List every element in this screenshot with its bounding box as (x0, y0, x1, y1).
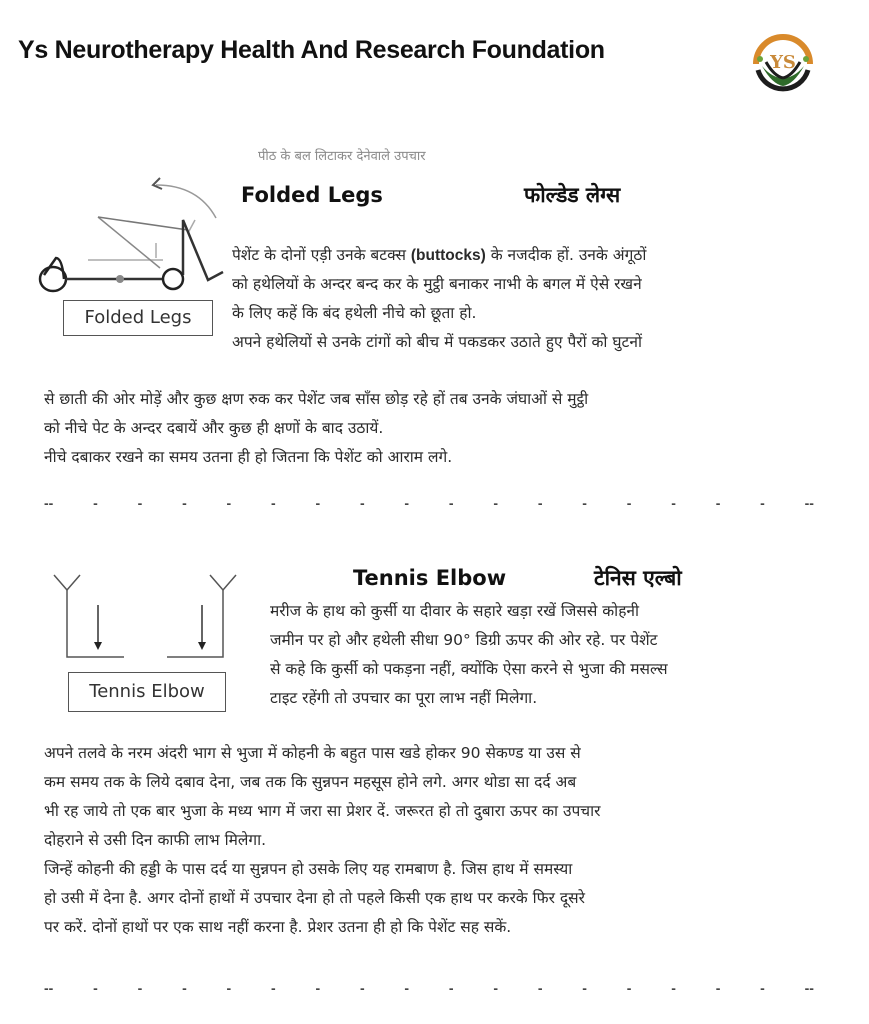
text-line: से छाती की ओर मोड़ें और कुछ क्षण रुक कर पेशेंट जब साँस छोड़ रहे हों तब उनके जंघाओं से मुट्ठी (44, 390, 589, 408)
section-separator: -- - - - - - - - - - - - - - - - - -- (44, 980, 814, 996)
category-subheading: पीठ के बल लिटाकर देनेवाले उपचार (258, 149, 426, 164)
figure-label-folded-legs: Folded Legs (63, 300, 213, 336)
text-line: कम समय तक के लिये दबाव देना, जब तक कि सुन्नपन महसूस होने लगे. अगर थोडा सा दर्द अब (44, 773, 577, 791)
tennis-elbow-paragraph-b (44, 739, 601, 942)
section-title-hi: फोल्डेड लेग्स (524, 183, 621, 207)
text-line: हो उसी में देना है. अगर दोनों हाथों में उपचार देना हो तो पहले किसी एक हाथ पर करके फिर दूसरे (44, 889, 585, 907)
figure-label-tennis-elbow: Tennis Elbow (68, 672, 226, 712)
text-line: जमीन पर हो और हथेली सीधा 90° डिग्री ऊपर की ओर रहे. पर पेशेंट (270, 631, 658, 649)
text-line: मरीज के हाथ को कुर्सी या दीवार के सहारे खड़ा रखें जिससे कोहनी (270, 602, 640, 620)
text-line: दोहराने से उसी दिन काफी लाभ मिलेगा. (44, 831, 267, 849)
tennis-elbow-diagram (52, 572, 252, 662)
section-separator: -- - - - - - - - - - - - - - - - - -- (44, 495, 814, 511)
text-line: अपने तलवे के नरम अंदरी भाग से भुजा में कोहनी के बहुत पास खडे होकर 90 सेकण्ड या उस से (44, 744, 581, 762)
folded-legs-paragraph-b (44, 357, 588, 472)
page-title: Ys Neurotherapy Health And Research Foundation (18, 36, 605, 64)
text-line: को हथेलियों के अन्दर बन्द कर के मुट्ठी बनाकर नाभी के बगल में ऐसे रखने (232, 275, 642, 293)
text-line: नीचे दबाकर रखने का समय उतना ही हो जितना कि पेशेंट को आराम लगे. (44, 448, 453, 466)
text-line: को नीचे पेट के अन्दर दबायें और कुछ ही क्षणों के बाद उठायें. (44, 419, 384, 437)
text-line: टाइट रहेंगी तो उपचार का पूरा लाभ नहीं मिलेगा. (270, 689, 538, 707)
folded-legs-diagram (38, 175, 228, 295)
text-line: पर करें. दोनों हाथों पर एक साथ नहीं करना है. प्रेशर उतना ही हो कि पेशेंट सह सकें. (44, 918, 512, 936)
section-title-hi: टेनिस एल्बो (594, 566, 682, 590)
folded-legs-paragraph-a (232, 241, 646, 357)
tennis-elbow-paragraph-a (270, 597, 668, 713)
section-title-en: Tennis Elbow (353, 566, 507, 590)
section-title-en: Folded Legs (241, 183, 383, 207)
text-line: के लिए कहें कि बंद हथेली नीचे को छूता हो. (232, 304, 477, 322)
text-line: से कहे कि कुर्सी को पकड़ना नहीं, क्योंकि ऐसा करने से भुजा की मसल्स (270, 660, 668, 678)
text-line: अपने हथेलियों से उनके टांगों को बीच में पकडकर उठाते हुए पैरों को घुटनों (232, 333, 642, 351)
svg-text:YS: YS (770, 52, 796, 73)
text-line: भी रह जाये तो एक बार भुजा के मध्य भाग में जरा सा प्रेशर दें. जरूरत हो तो दुबारा ऊपर का उपचार (44, 802, 601, 820)
text-line: पेशेंट के दोनों एड़ी उनके बटक्स (buttocks) के नजदीक हों. उनके अंगूठों (232, 246, 647, 264)
ys-foundation-logo-icon (748, 26, 818, 96)
text-line: जिन्हें कोहनी की हड्डी के पास दर्द या सुन्नपन हो उसके लिए यह रामबाण है. जिस हाथ में समस्या (44, 860, 573, 878)
